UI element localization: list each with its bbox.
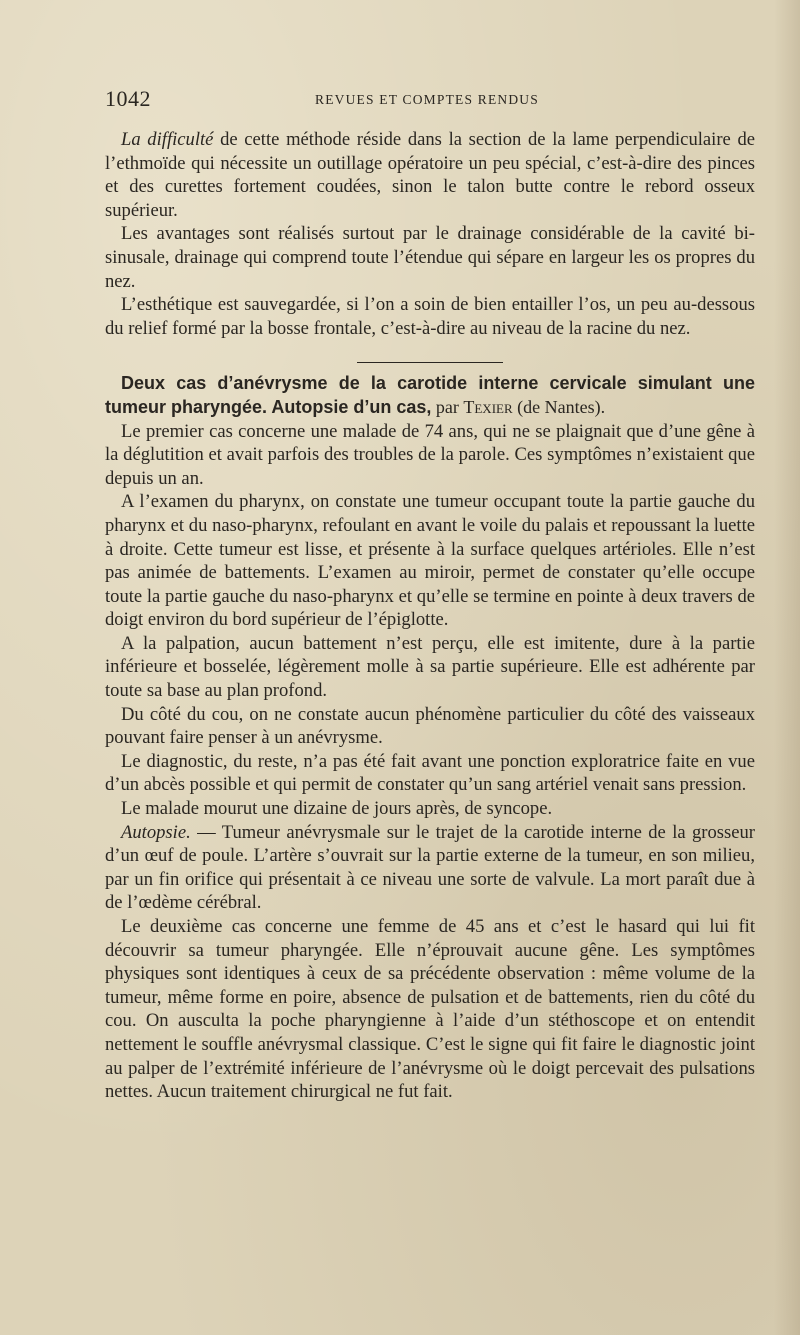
article-author-place: (de Nantes). (512, 396, 606, 417)
article-author: Texier (463, 396, 513, 417)
article-paragraph-3: A la palpation, aucun battement n’est perçu, elle est imitente, dure à la partie inférieure et bosselée, légèrement molle à sa partie supérieure. Elle est adhérente par toute sa base au plan profond. (105, 632, 755, 702)
intro-italic-lead: La difficulté (121, 129, 214, 150)
page-edge-shadow (774, 0, 800, 1335)
section-divider (357, 362, 503, 363)
article-title: Deux cas d’anévrysme de la carotide interne cervicale simulant une tumeur pharyngée. Autopsie d’un cas, (105, 373, 755, 417)
article-paragraph-6: Le malade mourut une dizaine de jours après, de syncope. (121, 798, 553, 820)
article-by: par (431, 396, 464, 417)
intro-paragraph-1 (105, 128, 755, 222)
intro-paragraph-1-text: de cette méthode réside dans la section de la lame perpendiculaire de l’ethmoïde qui nécessite un outillage opératoire un peu spécial, c’est-à-dire des pinces et des curettes fortement coudées, sinon le talon butte contre le rebord osseux supérieur. (105, 129, 755, 221)
intro-paragraph-3: L’esthétique est sauvegardée, si l’on a soin de bien entailler l’os, un peu au-dessous du relief formé par la bosse frontale, c’est-à-dire au niveau de la racine du nez. (105, 294, 755, 339)
autopsy-paragraph (105, 821, 755, 915)
article-paragraph-2: A l’examen du pharynx, on constate une tumeur occupant toute la partie gauche du pharynx et du naso-pharynx, refoulant en avant le voile du palais et repoussant la luette à droite. Cette tumeur est lisse, et présente à la surface quelques artérioles. Elle n’est pas animée de battements. L’examen au miroir, permet de constater qu’elle occupe toute la partie gauche du naso-pharynx et qu’elle se termine en pointe à deux travers de doigt environ du bord supérieur de l’épiglotte. (105, 491, 755, 631)
article-heading (105, 372, 755, 419)
article-paragraph-5: Le diagnostic, du reste, n’a pas été fait avant une ponction exploratrice faite en vue d’un abcès possible et qui permit de constater qu’un sang artériel venait sans pression. (105, 750, 755, 796)
page-body (105, 128, 755, 1104)
page-number: 1042 (105, 86, 151, 111)
running-head: REVUES ET COMPTES RENDUS (315, 92, 539, 107)
article-last-paragraph: Le deuxième cas concerne une femme de 45 ans et c’est le hasard qui lui fit découvrir sa tumeur pharyngée. Elle n’éprouvait aucune gêne. Les symptômes physiques sont identiques à ceux de sa précédente observation : même volume de la tumeur, même forme en poire, absence de pulsation et de battements, rien du côté du cou. On ausculta la poche pharyngienne à l’aide d’un stéthoscope et on entendit nettement le souffle anévrysmal classique. C’est le signe qui fit faire le diagnostic joint au palper de l’extrémité inférieure de l’anévrysme où le doigt percevait des pulsations nettes. Aucun traitement chirurgical ne fut fait. (105, 916, 755, 1103)
autopsy-label: Autopsie. (121, 821, 191, 843)
article-paragraph-1: Le premier cas concerne une malade de 74 ans, qui ne se plaignait que d’une gêne à la déglutition et avait parfois des troubles de la parole. Ces symptômes n’existaient que depuis un an. (105, 420, 755, 489)
intro-paragraph-2: Les avantages sont réalisés surtout par le drainage considérable de la cavité bi-sinusale, drainage qui comprend toute l’étendue qui sépare en largeur les os propres du nez. (105, 223, 755, 292)
article-paragraph-4: Du côté du cou, on ne constate aucun phénomène particulier du côté des vaisseaux pouvant faire penser à un anévrysme. (105, 703, 755, 749)
page-header (105, 86, 755, 116)
autopsy-text: — Tumeur anévrysmale sur le trajet de la carotide interne de la grosseur d’un œuf de poule. L’artère s’ouvrait sur la partie externe de la tumeur, en son milieu, par un fin orifice qui présentait à ce niveau une sorte de valvule. La mort paraît due à de l’œdème cérébral. (105, 821, 755, 914)
